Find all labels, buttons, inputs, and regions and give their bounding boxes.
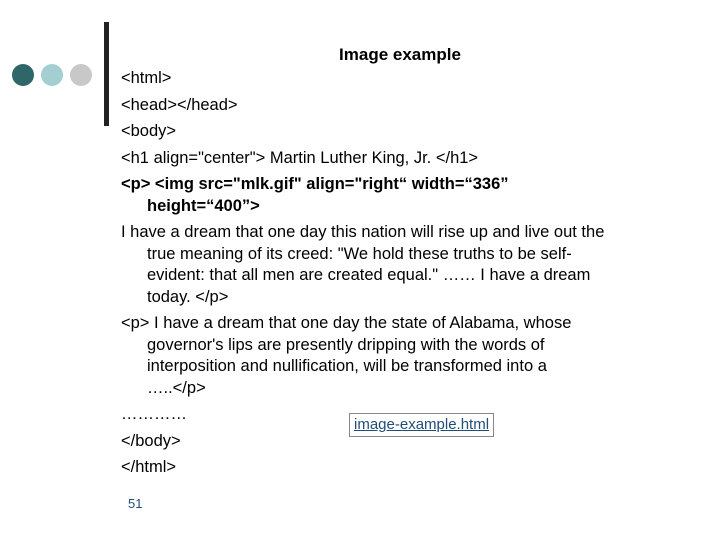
code-line-html-close: </html> bbox=[121, 458, 177, 476]
code-line-head: <head></head> bbox=[121, 95, 238, 114]
page-number: 51 bbox=[128, 496, 143, 511]
code-line-para2: <p> I have a dream that one day the state of Alabama, whose bbox=[121, 314, 572, 332]
example-file-link[interactable]: image-example.html bbox=[349, 413, 494, 437]
code-line-para2-cont1: governor's lips are presently dripping with the words of bbox=[147, 335, 545, 354]
code-line-para1-cont1: true meaning of its creed: "We hold these truths to be self- bbox=[147, 244, 572, 263]
dot-light bbox=[41, 64, 63, 86]
code-line-img: <p> <img src="mlk.gif" align="right“ width=“336” bbox=[121, 175, 509, 193]
code-line-body-open: <body> bbox=[121, 122, 177, 140]
dot-dark bbox=[12, 64, 34, 86]
slide-title: Image example bbox=[339, 45, 461, 64]
code-line-body-close: </body> bbox=[121, 431, 181, 450]
code-line-para1: I have a dream that one day this nation will rise up and live out the bbox=[121, 223, 605, 241]
code-line-h1: <h1 align="center"> Martin Luther King, Jr. </h1> bbox=[121, 148, 479, 167]
code-line-img-cont: height=“400”> bbox=[147, 196, 260, 215]
decorative-dots bbox=[12, 64, 96, 86]
code-line-para2-cont2: interposition and nullification, will be transformed into a bbox=[147, 357, 547, 375]
code-line-ellipsis: ………… bbox=[121, 405, 187, 423]
code-line-para2-cont3: …..</p> bbox=[147, 378, 206, 397]
dot-grey bbox=[70, 64, 92, 86]
code-line-html-open: <html> bbox=[121, 69, 172, 87]
code-line-para1-cont3: today. </p> bbox=[147, 287, 229, 306]
vertical-divider bbox=[104, 22, 109, 126]
code-line-para1-cont2: evident: that all men are created equal." …… I have a dream bbox=[147, 266, 591, 284]
